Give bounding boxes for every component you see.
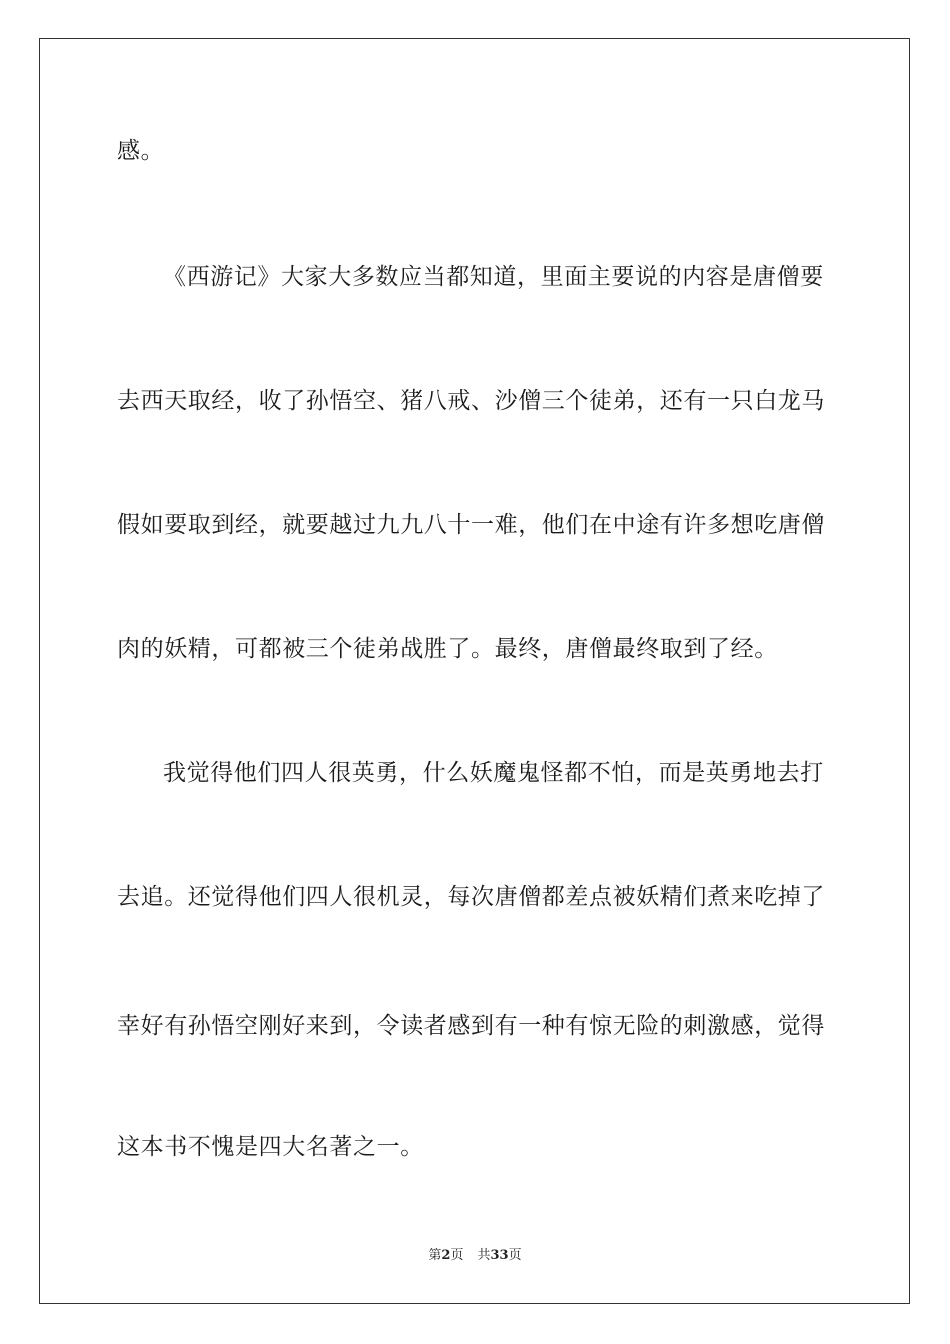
text-line: 去追。还觉得他们四人很机灵，每次唐僧都差点被妖精们煮来吃掉了 <box>117 884 825 910</box>
text-line: 肉的妖精，可都被三个徒弟战胜了。最终，唐僧最终取到了经。 <box>117 636 778 662</box>
total-prefix: 共 <box>477 1248 491 1263</box>
text-line: 假如要取到经，就要越过九九八十一难，他们在中途有许多想吃唐僧 <box>117 512 825 538</box>
text-line: 幸好有孙悟空刚好来到，令读者感到有一种有惊无险的刺激感，觉得 <box>117 1013 825 1039</box>
page-suffix: 页 <box>450 1248 464 1263</box>
text-line: 去西天取经，收了孙悟空、猪八戒、沙僧三个徒弟，还有一只白龙马 <box>117 388 825 414</box>
text-line: 这本书不愧是四大名著之一。 <box>117 1134 424 1160</box>
page-prefix: 第 <box>428 1248 442 1263</box>
page-border <box>39 38 910 1304</box>
total-page-count: 33 <box>490 1248 509 1263</box>
paragraph-start-line: 我觉得他们四人很英勇，什么妖魔鬼怪都不怕，而是英勇地去打 <box>163 760 824 786</box>
paragraph-start-line: 《西游记》大家大多数应当都知道，里面主要说的内容是唐僧要 <box>163 264 824 290</box>
text-line: 感。 <box>117 138 165 164</box>
total-suffix: 页 <box>508 1248 522 1263</box>
page-footer <box>0 1247 950 1265</box>
current-page-number: 2 <box>441 1248 451 1263</box>
